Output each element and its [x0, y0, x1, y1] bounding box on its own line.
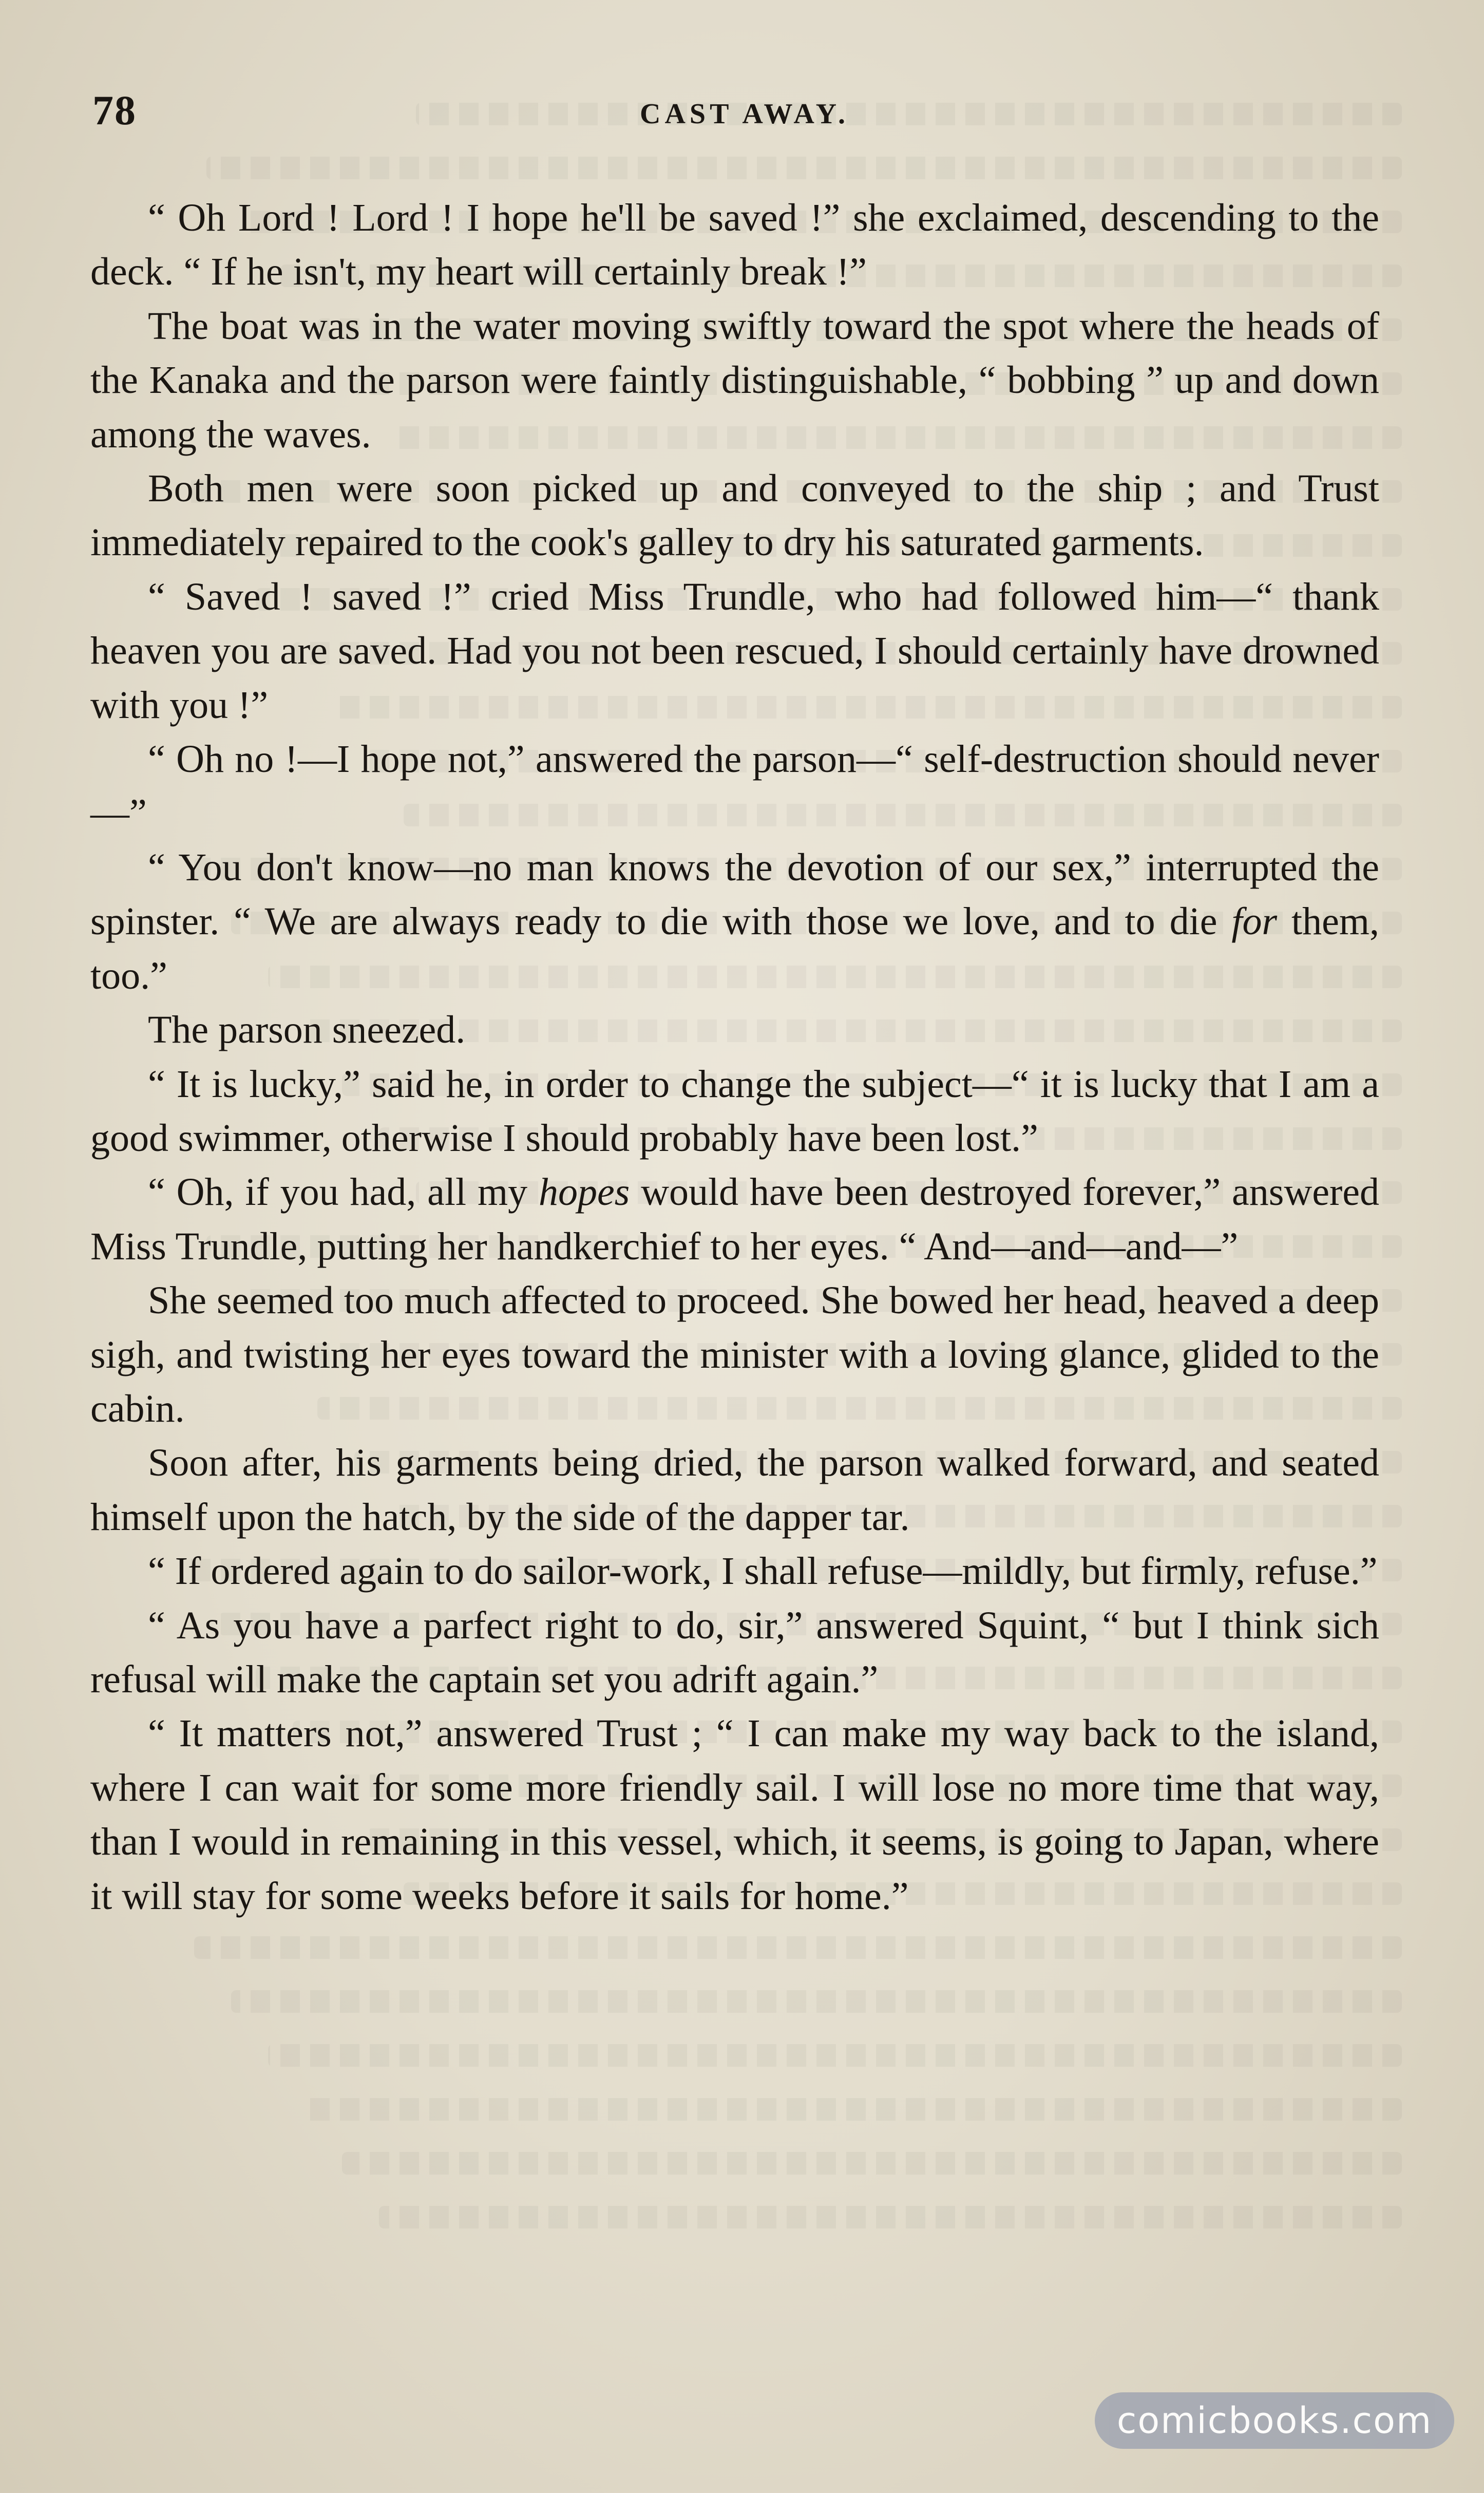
page-number: 78	[92, 87, 137, 134]
paragraph-text: “ You don't know—no man knows the devotion of our sex,” interrupted the spinster. “ We are always ready to die with those we love, and to die	[90, 845, 1379, 943]
paragraph: “ If ordered again to do sailor-work, I shall refuse—mildly, but firmly, refuse.”	[148, 1550, 1378, 1593]
show-through-line	[206, 157, 1402, 179]
paragraph	[90, 1165, 1379, 1274]
paragraph-text: them, too.”	[90, 900, 1380, 997]
site-watermark: comicbooks.com	[1095, 2392, 1454, 2449]
show-through-line	[305, 2098, 1402, 2121]
paragraph: Soon after, his garments being dried, the parson walked forward, and seated himself upon the hatch, by the side of the dapper tar.	[90, 1441, 1379, 1539]
paragraph: She seemed too much affected to proceed. She bowed her head, heaved a deep sigh, and twisting her eyes toward the minister with a loving glance, glided to the cabin.	[90, 1279, 1379, 1430]
paragraph: “ Oh Lord ! Lord ! I hope he'll be saved !” she exclaimed, descending to the deck. “ If he isn't, my heart will certainly break !”	[90, 196, 1379, 294]
show-through-line	[231, 1990, 1402, 2013]
paragraph: “ It matters not,” answered Trust ; “ I can make my way back to the island, where I can wait for some more friendly sail. I will lose no more time that way, than I would in remaining in this vessel, which, it seems, is going to Japan, where it will stay for some weeks before it sails for home.”	[90, 1712, 1379, 1918]
paragraph	[90, 841, 1379, 1003]
paragraph: The parson sneezed.	[148, 1008, 466, 1052]
body-text	[90, 191, 1379, 1923]
show-through-line	[194, 1936, 1402, 1959]
paragraph: Both men were soon picked up and conveyed to the ship ; and Trust immediately repaired to the cook's galley to dry his saturated garments.	[90, 467, 1379, 564]
paragraph-text: would have been destroyed forever,” answered Miss Trundle, putting her handkerchief to her eyes. “ And—and—and—”	[90, 1170, 1379, 1268]
paragraph: “ Saved ! saved !” cried Miss Trundle, who had followed him—“ thank heaven you are saved. Had you not been rescued, I should certainly have drowned with you !”	[90, 575, 1379, 727]
show-through-line	[379, 2206, 1402, 2228]
page-header	[92, 86, 1397, 143]
paragraph: “ It is lucky,” said he, in order to change the subject—“ it is lucky that I am a good swimmer, otherwise I should probably have been lost.”	[90, 1062, 1379, 1160]
paragraph-text: “ Oh, if you had, all my	[148, 1170, 539, 1214]
italic-word: hopes	[538, 1170, 630, 1214]
show-through-line	[342, 2152, 1402, 2175]
running-head: CAST AWAY.	[640, 98, 849, 130]
paragraph: “ As you have a parfect right to do, sir,” answered Squint, “ but I think sich refusal will make the captain set you adrift again.”	[90, 1603, 1379, 1701]
show-through-line	[268, 2044, 1402, 2067]
paragraph: The boat was in the water moving swiftly toward the spot where the heads of the Kanaka and the parson were faintly distinguishable, “ bobbing ” up and down among the waves.	[90, 304, 1379, 456]
italic-word: for	[1231, 900, 1278, 943]
paragraph: “ Oh no !—I hope not,” answered the parson—“ self-destruction should never—”	[90, 738, 1379, 835]
